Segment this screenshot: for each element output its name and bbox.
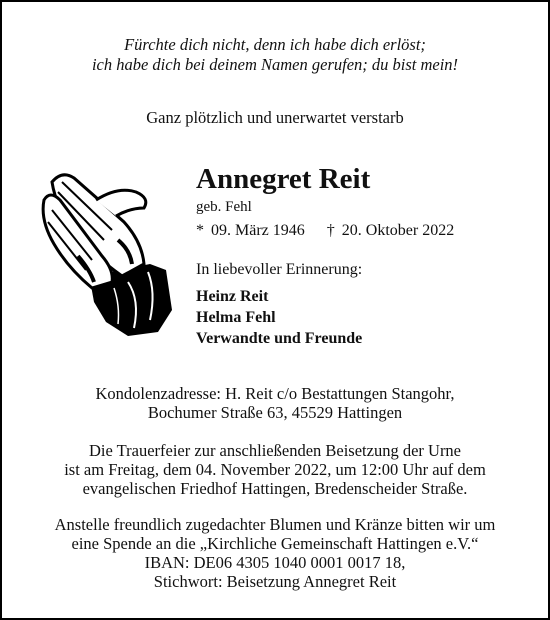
deceased-name: Annegret Reit <box>196 163 371 195</box>
memory-label: In liebevoller Erinnerung: <box>196 261 363 278</box>
announcement-intro: Ganz plötzlich und unerwartet verstarb <box>146 108 404 127</box>
text-line: evangelischen Friedhof Hattingen, Bredenscheider Straße. <box>82 479 468 498</box>
condolence-address <box>2 384 548 422</box>
death-date: 20. Oktober 2022 <box>341 222 455 239</box>
verse-line-1: Fürchte dich nicht, denn ich habe dich erlöst; <box>124 35 426 54</box>
text-line: Bochumer Straße 63, 45529 Hattingen <box>147 403 403 422</box>
verse-line-2: ich habe dich bei deinem Namen gerufen; du bist mein! <box>91 55 459 74</box>
text-line: Die Trauerfeier zur anschließenden Beisetzung der Urne <box>88 441 462 460</box>
life-dates <box>196 221 454 241</box>
bible-verse <box>2 35 548 75</box>
text-line: Kondolenzadresse: H. Reit c/o Bestattungen Stangohr, <box>95 384 455 403</box>
mourner: Heinz Reit <box>196 288 269 305</box>
text-line: ist am Freitag, dem 04. November 2022, um 12:00 Uhr auf dem <box>64 460 486 479</box>
birth-star-icon: * <box>196 222 204 239</box>
obituary-notice <box>2 2 548 618</box>
maiden-name: geb. Fehl <box>196 199 252 215</box>
text-line: IBAN: DE06 4305 1040 0001 0017 18, <box>144 553 406 572</box>
birth-date: 09. März 1946 <box>211 222 305 239</box>
text-line: eine Spende an die „Kirchliche Gemeinschaft Hattingen e.V.“ <box>71 534 479 553</box>
donation-request <box>2 515 548 591</box>
mourner: Verwandte und Freunde <box>196 330 363 347</box>
text-line: Anstelle freundlich zugedachter Blumen und Kränze bitten wir um <box>54 515 496 534</box>
mourners-list <box>196 286 362 349</box>
death-cross-icon: † <box>326 222 335 239</box>
mourner: Helma Fehl <box>196 309 276 326</box>
praying-hands-icon <box>32 160 182 340</box>
funeral-details <box>2 441 548 498</box>
text-line: Stichwort: Beisetzung Annegret Reit <box>153 572 397 591</box>
